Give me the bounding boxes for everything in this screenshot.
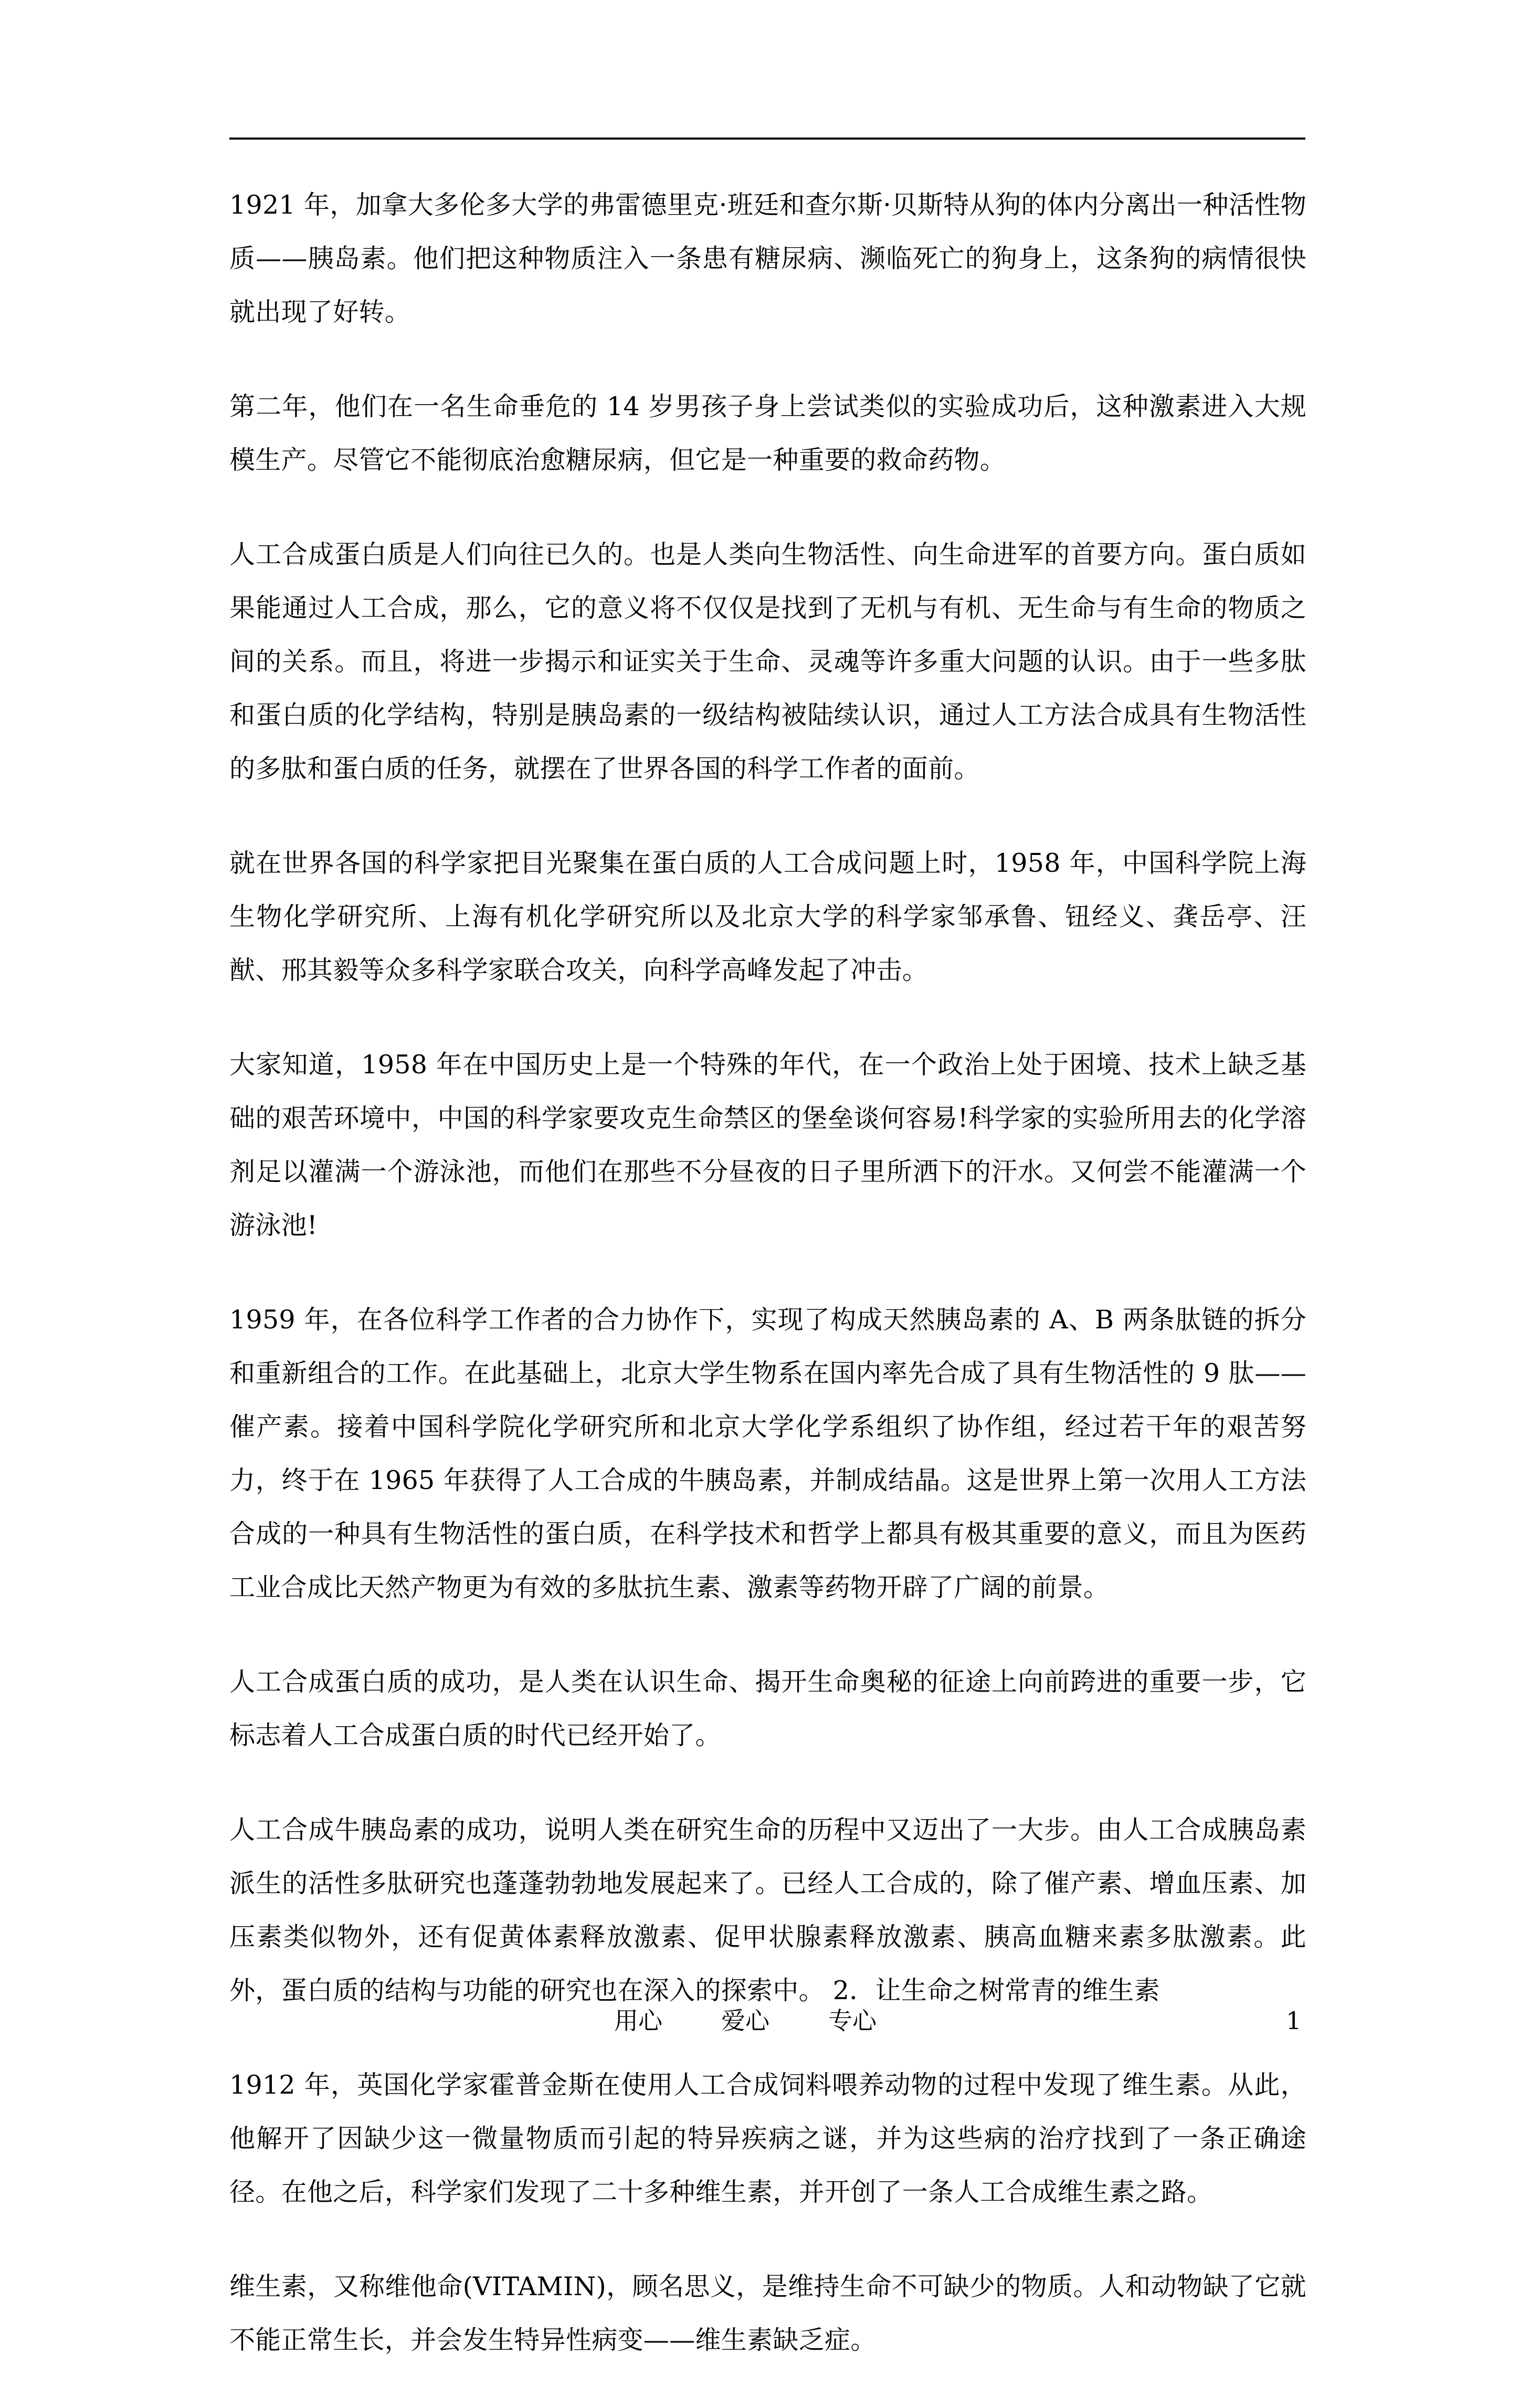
document-body <box>229 178 1306 2408</box>
footer-slogan-1: 用心 <box>614 2006 662 2035</box>
footer-slogan <box>614 2005 877 2036</box>
paragraph-6: 1959 年，在各位科学工作者的合力协作下，实现了构成天然胰岛素的 A、B 两条肽链的拆分和重新组合的工作。在此基础上，北京大学生物系在国内率先合成了具有生物活性的 9 肽——催产素。接着中国科学院化学研究所和北京大学化学系组织了协作组，经过若干年的艰苦努力，终于在 1965 年获得了人工合成的牛胰岛素，并制成结晶。这是世界上第一次用人工方法合成的一种具有生物活性的蛋白质，在科学技术和哲学上都具有极其重要的意义，而且为医药工业合成比天然产物更为有效的多肽抗生素、激素等药物开辟了广阔的前景。 <box>229 1305 1306 1602</box>
paragraph-2: 第二年，他们在一名生命垂危的 14 岁男孩子身上尝试类似的实验成功后，这种激素进入大规模生产。尽管它不能彻底治愈糖尿病，但它是一种重要的救命药物。 <box>229 392 1306 475</box>
paragraph-9: 1912 年，英国化学家霍普金斯在使用人工合成饲料喂养动物的过程中发现了维生素。从此，他解开了因缺少这一微量物质而引起的特异疾病之谜，并为这些病的治疗找到了一条正确途径。在他之后，科学家们发现了二十多种维生素，并开创了一条人工合成维生素之路。 <box>229 2070 1306 2207</box>
paragraph-1: 1921 年，加拿大多伦多大学的弗雷德里克·班廷和查尔斯·贝斯特从狗的体内分离出一种活性物质——胰岛素。他们把这种物质注入一条患有糖尿病、濒临死亡的狗身上，这条狗的病情很快就出现了好转。 <box>229 190 1306 327</box>
paragraph-3: 人工合成蛋白质是人们向往已久的。也是人类向生物活性、向生命进军的首要方向。蛋白质如果能通过人工合成，那么，它的意义将不仅仅是找到了无机与有机、无生命与有生命的物质之间的关系。而且，将进一步揭示和证实关于生命、灵魂等许多重大问题的认识。由于一些多肽和蛋白质的化学结构，特别是胰岛素的一级结构被陆续认识，通过人工方法合成具有生物活性的多肽和蛋白质的任务，就摆在了世界各国的科学工作者的面前。 <box>229 540 1306 784</box>
footer-slogan-3: 专心 <box>828 2006 877 2035</box>
paragraph-5: 大家知道，1958 年在中国历史上是一个特殊的年代，在一个政治上处于困境、技术上缺乏基础的艰苦环境中，中国的科学家要攻克生命禁区的堡垒谈何容易!科学家的实验所用去的化学溶剂足以灌满一个游泳池，而他们在那些不分昼夜的日子里所洒下的汗水。又何尝不能灌满一个游泳池! <box>229 1050 1306 1240</box>
paragraph-7: 人工合成蛋白质的成功，是人类在认识生命、揭开生命奥秘的征途上向前跨进的重要一步，它标志着人工合成蛋白质的时代已经开始了。 <box>229 1667 1306 1750</box>
paragraph-8: 人工合成牛胰岛素的成功，说明人类在研究生命的历程中又迈出了一大步。由人工合成胰岛素派生的活性多肽研究也蓬蓬勃勃地发展起来了。已经人工合成的，除了催产素、增血压素、加压素类似物外，还有促黄体素释放激素、促甲状腺素释放激素、胰高血糖来素多肽激素。此外，蛋白质的结构与功能的研究也在深入的探索中。 2．让生命之树常青的维生素 <box>229 1815 1306 2005</box>
paragraph-10: 维生素，又称维他命(VITAMIN)，顾名思义，是维持生命不可缺少的物质。人和动物缺了它就不能正常生长，并会发生特异性病变——维生素缺乏症。 <box>229 2272 1306 2355</box>
header-rule <box>229 138 1305 140</box>
page-number: 1 <box>1286 2006 1302 2035</box>
footer-slogan-2: 爱心 <box>721 2006 769 2035</box>
paragraph-4: 就在世界各国的科学家把目光聚集在蛋白质的人工合成问题上时，1958 年，中国科学院上海生物化学研究所、上海有机化学研究所以及北京大学的科学家邹承鲁、钮经义、龚岳亭、汪猷、邢其毅等众多科学家联合攻关，向科学高峰发起了冲击。 <box>229 848 1306 985</box>
